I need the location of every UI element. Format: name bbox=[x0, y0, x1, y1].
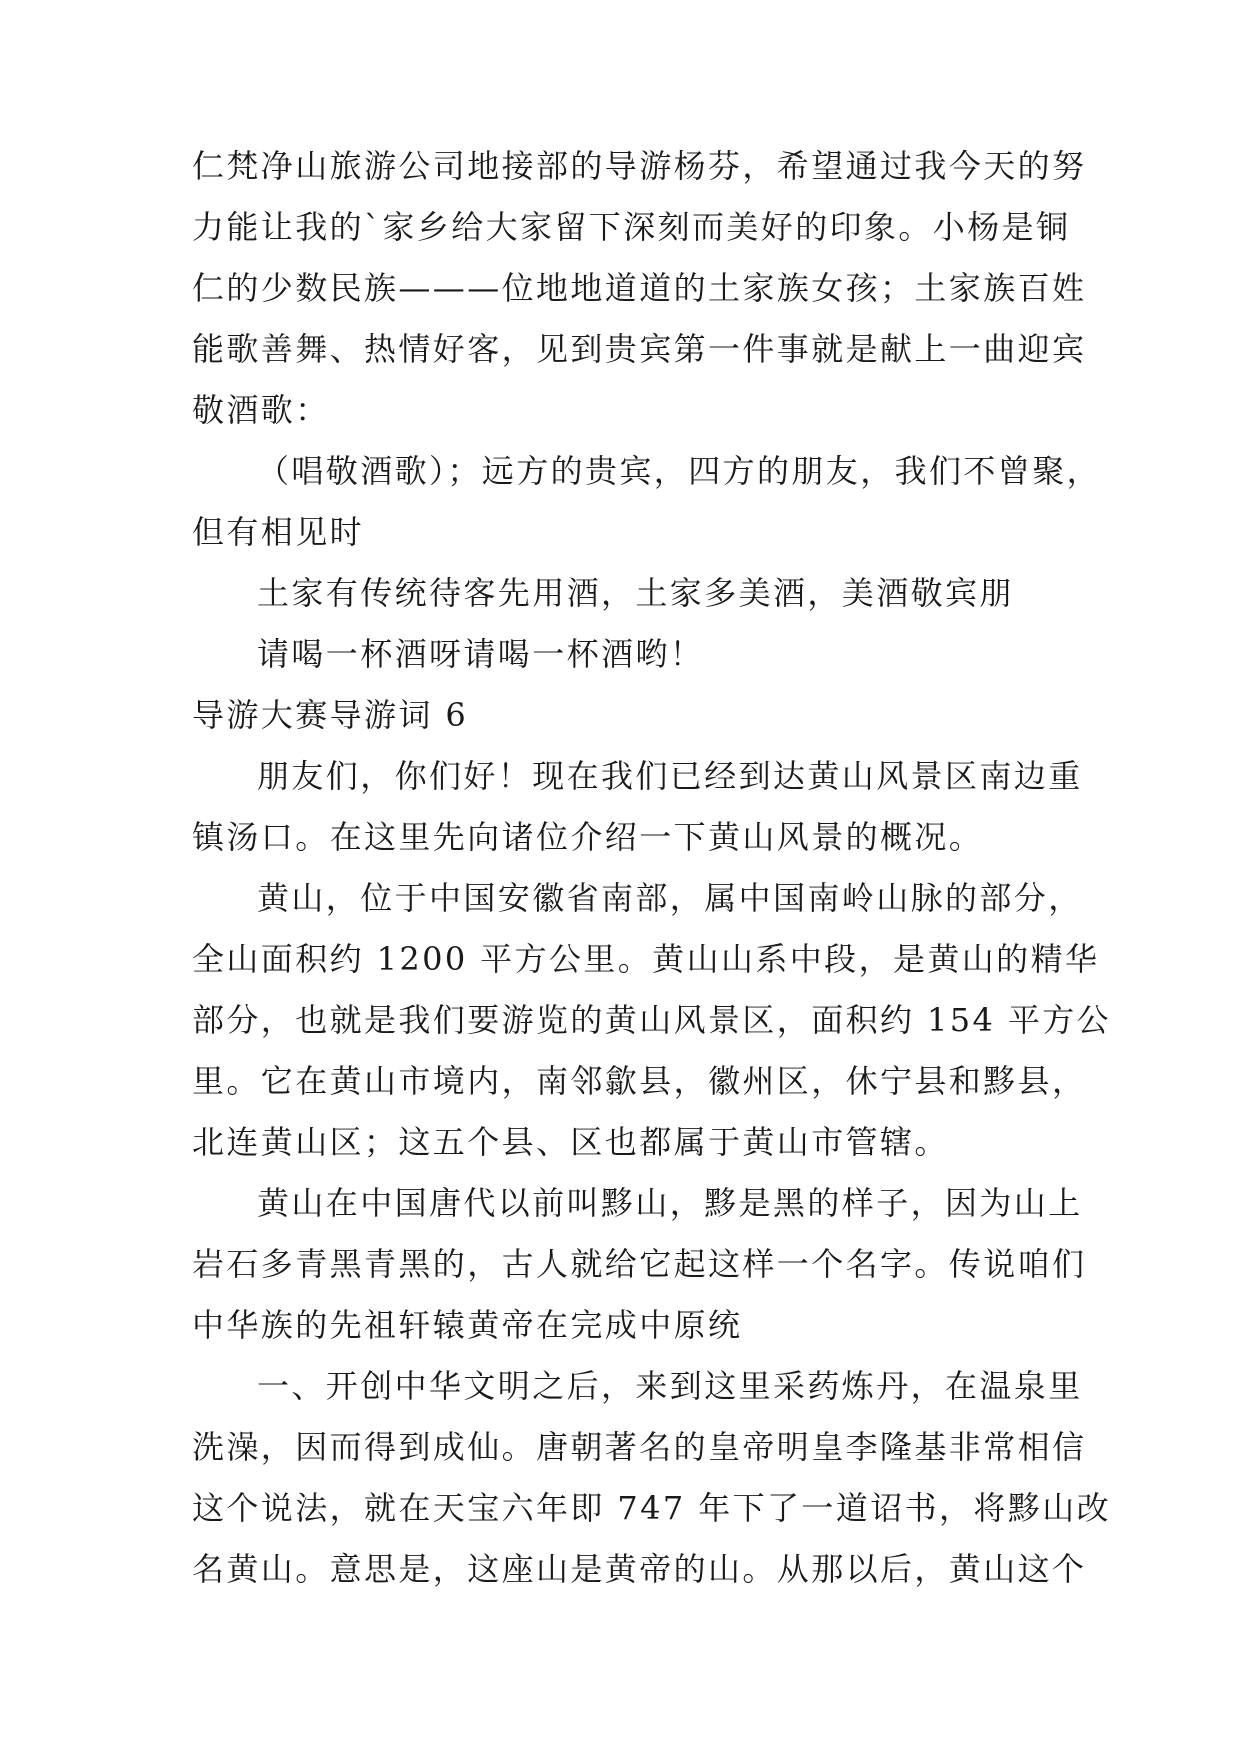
document-body bbox=[192, 136, 1112, 1600]
text-line: 岩石多青黑青黑的，古人就给它起这样一个名字。传说咱们 bbox=[192, 1245, 1087, 1283]
text-line: 洗澡，因而得到成仙。唐朝著名的皇帝明皇李隆基非常相信 bbox=[192, 1428, 1087, 1466]
text-line: 请喝一杯酒呀请喝一杯酒哟！ bbox=[257, 635, 705, 673]
text-line: 一、开创中华文明之后，来到这里采药炼丹，在温泉里 bbox=[257, 1367, 1083, 1405]
text-line: 力能让我的`家乡给大家留下深刻而美好的印象。小杨是铜 bbox=[192, 208, 1071, 246]
text-line: 仁的少数民族———位地地道道的土家族女孩；土家族百姓 bbox=[192, 269, 1087, 307]
text-line: 能歌善舞、热情好客，见到贵宾第一件事就是献上一曲迎宾 bbox=[192, 330, 1087, 368]
text-line: 黄山在中国唐代以前叫黟山，黟是黑的样子，因为山上 bbox=[257, 1184, 1083, 1222]
text-line: 全山面积约 1200 平方公里。黄山山系中段，是黄山的精华 bbox=[192, 940, 1100, 978]
text-line: 北连黄山区；这五个县、区也都属于黄山市管辖。 bbox=[192, 1123, 949, 1161]
text-line: 朋友们，你们好！现在我们已经到达黄山风景区南边重 bbox=[257, 757, 1083, 795]
text-line: 名黄山。意思是，这座山是黄帝的山。从那以后，黄山这个 bbox=[192, 1550, 1087, 1588]
text-line: 里。它在黄山市境内，南邻歙县，徽州区，休宁县和黟县， bbox=[192, 1062, 1087, 1100]
text-line: （唱敬酒歌）；远方的贵宾，四方的朋友，我们不曾聚， bbox=[257, 452, 1102, 490]
text-line: 中华族的先祖轩辕黄帝在完成中原统 bbox=[192, 1306, 743, 1344]
text-line: 镇汤口。在这里先向诸位介绍一下黄山风景的概况。 bbox=[192, 818, 984, 856]
text-line: 黄山，位于中国安徽省南部，属中国南岭山脉的部分， bbox=[257, 879, 1083, 917]
section-heading: 导游大赛导游词 6 bbox=[192, 696, 469, 734]
text-line: 这个说法，就在天宝六年即 747 年下了一道诏书，将黟山改 bbox=[192, 1489, 1112, 1527]
text-line: 仁梵净山旅游公司地接部的导游杨芬，希望通过我今天的努 bbox=[192, 147, 1087, 185]
text-line: 部分，也就是我们要游览的黄山风景区，面积约 154 平方公 bbox=[192, 1001, 1112, 1039]
text-line: 但有相见时 bbox=[192, 513, 365, 551]
text-line: 敬酒歌： bbox=[192, 391, 330, 429]
text-line: 土家有传统待客先用酒，土家多美酒，美酒敬宾朋 bbox=[257, 574, 1014, 612]
